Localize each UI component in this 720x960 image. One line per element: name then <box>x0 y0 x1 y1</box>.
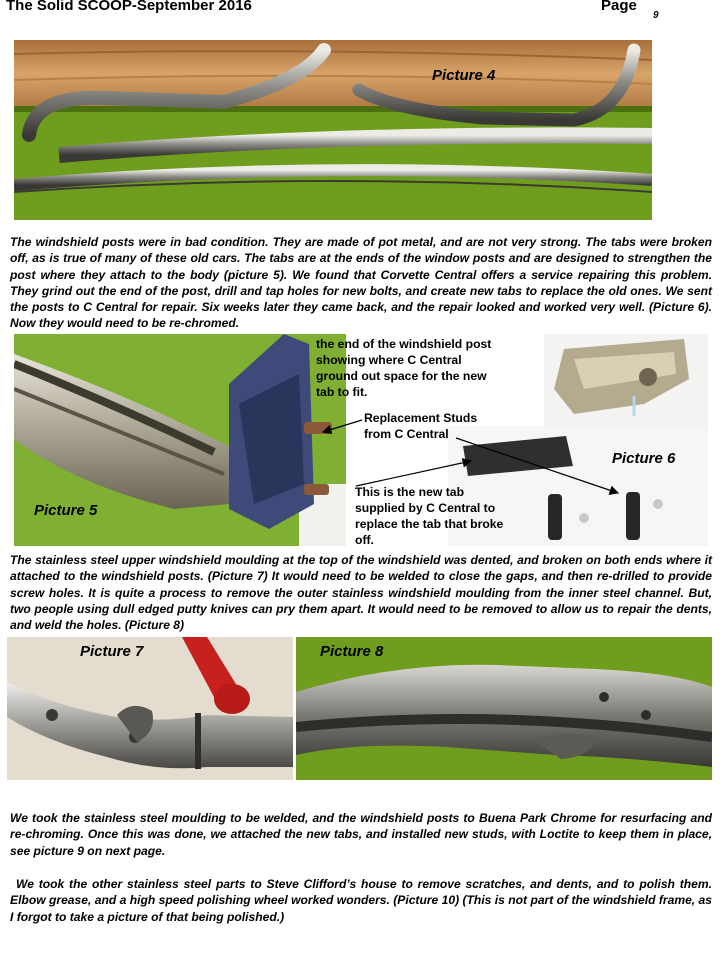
picture-7-caption: Picture 7 <box>80 643 144 660</box>
newsletter-title: The Solid SCOOP-September 2016 <box>6 0 252 14</box>
note-new-tab: This is the new tab supplied by C Central to replace the tab that broke off. <box>355 485 504 547</box>
picture-6-caption: Picture 6 <box>612 450 676 467</box>
picture-8-caption: Picture 8 <box>320 643 384 660</box>
arrow-to-studs-picture-5 <box>323 420 362 432</box>
paragraph-polishing: We took the other stainless steel parts to Steve Clifford’s house to remove scratches, and dents, and to polish them. Elbow grease, and a high speed polishing wheel worked wonders. (Picture 10) (This is not part of the windshield frame, as I forgot to take a picture of that being polished.) <box>10 877 712 924</box>
picture-4-caption: Picture 4 <box>432 67 496 84</box>
arrow-to-studs-picture-6 <box>456 438 618 493</box>
arrow-to-new-tab <box>356 461 471 486</box>
picture-5-caption: Picture 5 <box>34 502 98 519</box>
note-post-end: the end of the windshield post showing where C Central ground out space for the new tab to fit. <box>316 337 492 399</box>
page-label: Page <box>601 0 637 14</box>
picture-7-photo <box>7 637 293 780</box>
paragraph-upper-moulding: The stainless steel upper windshield moulding at the top of the windshield was dented, and broken on both ends where it attached to the windshield posts. (Picture 7) It would need to be welded to close the gaps, and then re-drilled to provide screw holes. It is quite a process to remove the outer stainless windshield moulding from the inner steel channel. But, two people using dull edged putty knives can pry them apart. It would need to be removed to allow us to repair the dents, and weld the holes. (Picture 8) <box>10 553 712 633</box>
page-number: 9 <box>653 10 659 21</box>
paragraph-windshield-posts: The windshield posts were in bad condition. They are made of pot metal, and are not very strong. The tabs were broken off, as is true of many of these old cars. The tabs are at the ends of the window posts and are designed to strengthen the post where they attach to the body (picture 5). We found that Corvette Central offers a service repairing this problem. They grind out the end of the post, drill and tap holes for new bolts, and create new tabs to replace the old ones. We sent the posts to C Central for repair. Six weeks later they came back, and the repair looked and worked very well. (Picture 6). Now they would need to be re-chromed. <box>10 235 712 331</box>
paragraph-chrome-shop: We took the stainless steel moulding to be welded, and the windshield posts to Buena Park Chrome for resurfacing and re-chroming. Once this was done, we attached the new tabs, and installed new studs, with Loctite to keep them in place, see picture 9 on next page. <box>10 811 712 858</box>
note-replacement-studs: Replacement Studs from C Central <box>364 411 478 441</box>
